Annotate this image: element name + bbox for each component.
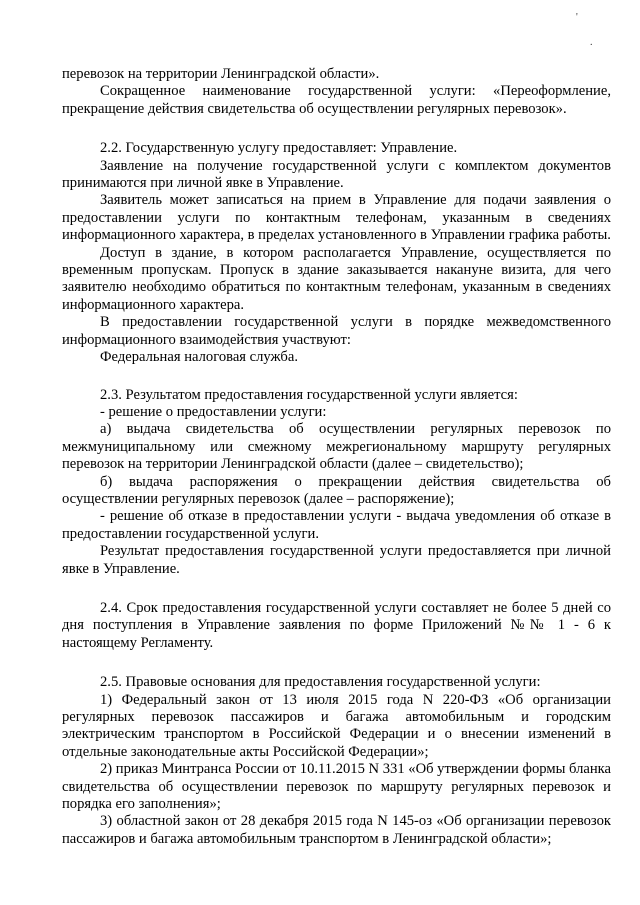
paragraph: Сокращенное наименование государственной услуги: «Переоформление, прекращение действия свидетельства об осуществлении регулярных перевозок». (62, 83, 611, 117)
section-heading-2-4: 2.4. Срок предоставления государственной услуги составляет не более 5 дней со дня поступления в Управление заявления по форме Приложений №№ 1 - 6 к настоящему Регламенту. (62, 599, 611, 651)
paragraph: Федеральная налоговая служба. (100, 349, 298, 366)
paragraph: В предоставлении государственной услуги в порядке межведомственного информационного взаимодействия участвуют: (62, 314, 611, 348)
section-heading-2-3: 2.3. Результатом предоставления государственной услуги является: (100, 386, 518, 403)
paragraph: Результат предоставления государственной услуги предоставляется при личной явке в Управление. (62, 543, 611, 577)
paragraph: а) выдача свидетельства об осуществлении регулярных перевозок по межмуниципальному или смежному межрегиональному маршруту регулярных перевозок на территории Ленинградской области (далее – свидетельство); (62, 421, 611, 473)
paragraph: б) выдача распоряжения о прекращении действия свидетельства об осуществлении регулярных перевозок (далее – распоряжение); (62, 473, 611, 507)
section-heading-2-5: 2.5. Правовые основания для предоставления государственной услуги: (100, 674, 541, 691)
paragraph: Заявление на получение государственной услуги с комплектом документов принимаются при личной явке в Управление. (62, 157, 611, 192)
paragraph: Заявитель может записаться на прием в Управление для подачи заявления о предоставлении услуги по контактным телефонам, указанным в сведениях информационного характера, в пределах установленного в Управлении графика работы. (62, 192, 611, 244)
paragraph: 2) приказ Минтранса России от 10.11.2015 N 331 «Об утверждении формы бланка свидетельства об осуществлении перевозок по маршруту регулярных перевозок и порядка его заполнения»; (62, 761, 611, 813)
paragraph: 3) областной закон от 28 декабря 2015 года N 145-оз «Об организации перевозок пассажиров и багажа автомобильным транспортом в Ленинградской области»; (62, 813, 611, 847)
paragraph: Доступ в здание, в котором располагается Управление, осуществляется по временным пропускам. Пропуск в здание заказывается накануне визита, для чего заявителю необходимо обратиться по контактным телефонам, указанным в сведениях информационного характера. (62, 244, 611, 313)
paragraph: - решение об отказе в предоставлении услуги - выдача уведомления об отказе в предоставлении государственной услуги. (62, 508, 611, 542)
document-body (62, 66, 611, 848)
paragraph: 1) Федеральный закон от 13 июля 2015 года N 220-ФЗ «Об организации регулярных перевозок пассажиров и багажа автомобильным и городским электрическим транспортом в Российской Федерации и о внесении изменений в отдельные законодательные акты Российской Федерации»; (62, 691, 611, 760)
paragraph: - решение о предоставлении услуги: (100, 403, 327, 420)
paragraph: перевозок на территории Ленинградской области». (62, 66, 380, 82)
scan-mark: ' (576, 12, 578, 23)
scan-mark: . (590, 37, 593, 48)
section-heading-2-2: 2.2. Государственную услугу предоставляет: Управление. (100, 140, 458, 157)
